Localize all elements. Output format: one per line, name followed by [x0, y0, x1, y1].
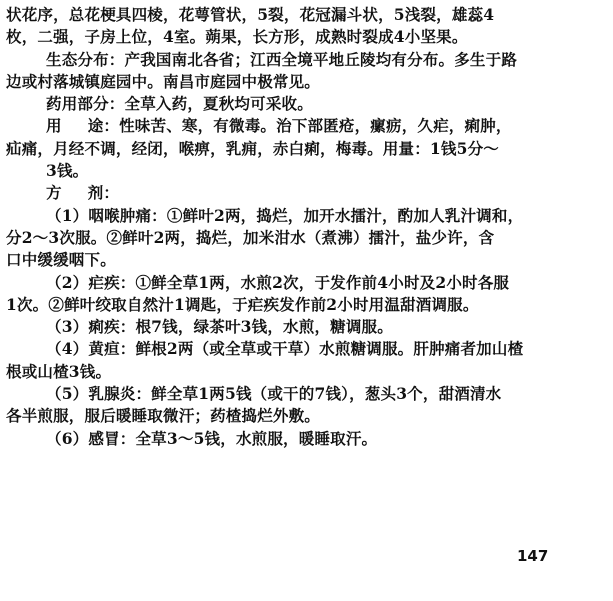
section-label-prescription-a: 方 [46, 184, 62, 203]
text-line: 枚，二强，子房上位，4室。蒴果，长方形，成熟时裂成4小坚果。 [6, 27, 468, 47]
text-line [6, 93, 606, 115]
page-number: 147 [517, 547, 549, 565]
text-line: 状花序，总花梗具四棱，花萼管状，5裂，花冠漏斗状，5浅裂，雄蕊4 [6, 5, 495, 24]
text-line: （4）黄疸：鲜根2两（或全草或干草）水煎糖调服。肝肿痛者加山楂 [46, 339, 524, 359]
section-text: 性味苦、寒，有微毒。治下部匿疮，瘰疬，久疟，痢肿， [119, 116, 512, 136]
text-line: 分2～3次服。②鲜叶2两，捣烂，加米泔水（煮沸）擂汁，盐少许，含 [6, 227, 495, 247]
section-label-usage-a: 用 [46, 117, 62, 136]
text-line: （6）感冒：全草3～5钱，水煎服，暖睡取汗。 [46, 428, 378, 448]
text-line: （5）乳腺炎：鲜全草1两5钱（或干的7钱），葱头3个，甜酒清水 [46, 384, 502, 404]
text-line [6, 115, 606, 137]
text-line: 边或村落城镇庭园中。南昌市庭园中极常见。 [6, 71, 321, 91]
text-line: 各半煎服，服后暖睡取微汗；药楂捣烂外敷。 [6, 406, 321, 426]
text-line: 根或山楂3钱。 [6, 361, 112, 381]
section-label-ecology: 生态分布： [46, 50, 125, 69]
text-line: （2）疟疾：①鲜全草1两，水煎2次，于发作前4小时及2小时各服 [46, 272, 510, 292]
text-line: （1）咽喉肿痛：①鲜叶2两，捣烂，加开水擂汁，酌加人乳汁调和， [46, 205, 524, 225]
section-label-prescription-b: 剂： [87, 184, 120, 203]
text-line [6, 182, 606, 204]
text-line: 1次。②鲜叶绞取自然汁1调匙，于疟疾发作前2小时用温甜酒调服。 [6, 294, 479, 314]
section-label-usage-b: 途： [87, 117, 120, 136]
text-line: （3）痢疾：根7钱，绿茶叶3钱，水煎，糖调服。 [46, 317, 393, 337]
text-line: 口中缓缓咽下。 [6, 250, 116, 270]
section-text: 产我国南北各省；江西全境平地丘陵均有分布。多生于路 [124, 49, 518, 69]
text-line: 疝痛，月经不调，经闭，喉痹，乳痈，赤白痢，梅毒。用量：1钱5分～ [6, 138, 499, 158]
section-label-medicinal-part: 药用部分： [46, 95, 125, 114]
text-line [6, 49, 606, 71]
section-text: 全草入药，夏秋均可采收。 [124, 94, 313, 114]
document-page [6, 4, 606, 450]
text-line: 3钱。 [46, 161, 89, 181]
